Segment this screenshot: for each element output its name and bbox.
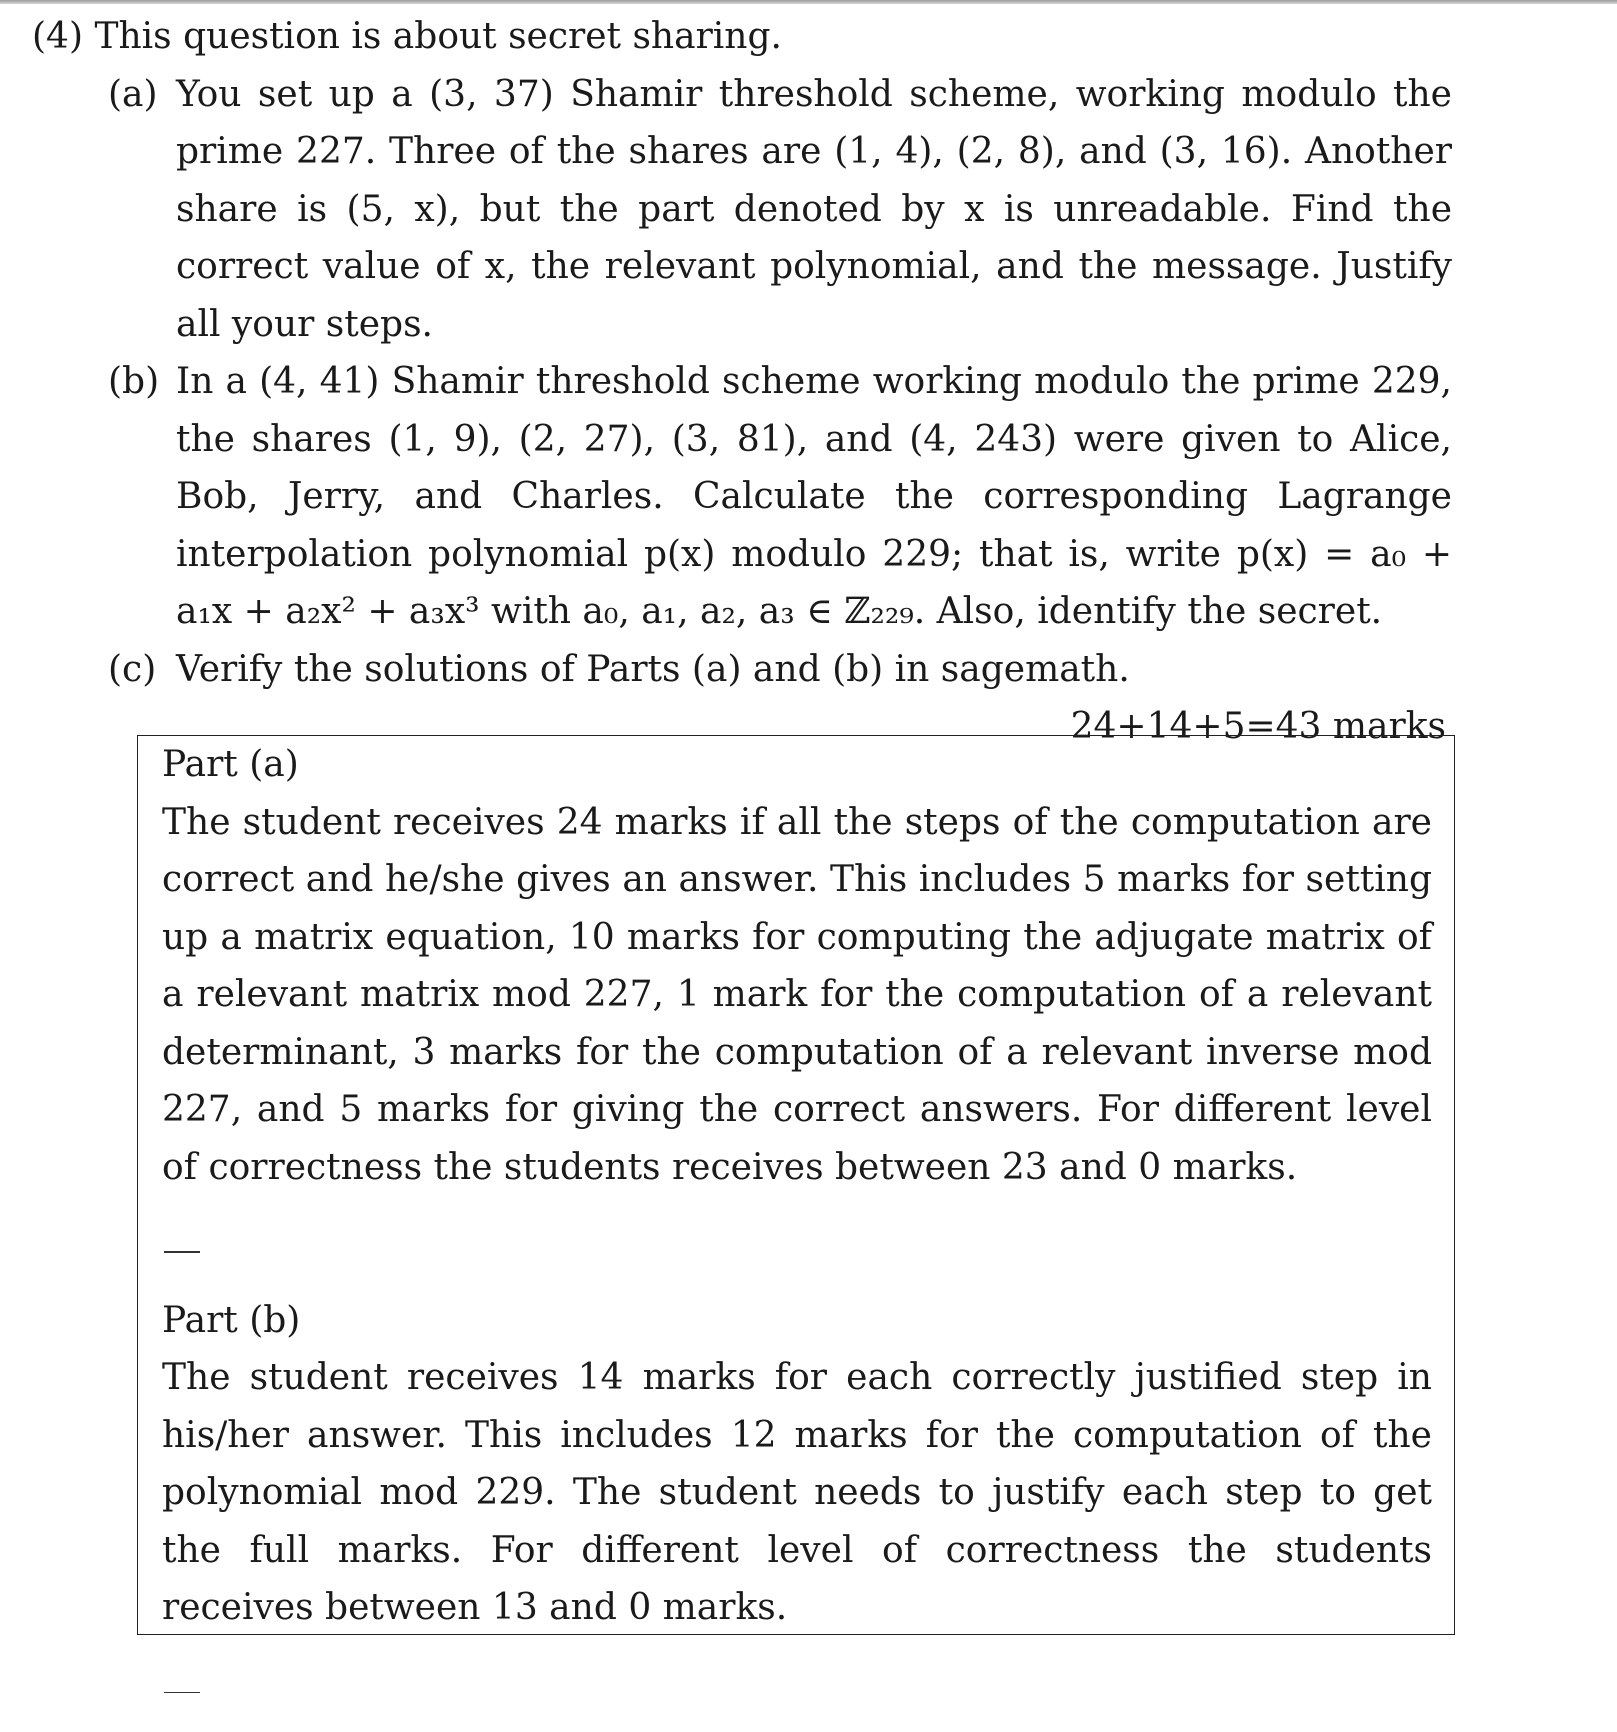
question-number: (4): [32, 16, 83, 57]
question-block: [32, 8, 1452, 756]
rubric-spacer-2: [162, 1637, 1432, 1675]
rubric-part-a-title: Part (a): [162, 736, 1432, 794]
question-part-a: [32, 66, 1452, 354]
marks-total: 24+14+5=43 marks: [32, 698, 1452, 756]
rubric-part-b-title: Part (b): [162, 1292, 1432, 1350]
question-parts: [32, 66, 1452, 699]
part-c-label: (c): [108, 641, 156, 699]
part-b-label: (b): [108, 353, 159, 411]
question-intro: This question is about secret sharing.: [94, 16, 782, 57]
rubric-spacer: [162, 1196, 1432, 1234]
question-part-c: [32, 641, 1452, 699]
rubric-divider: [162, 1234, 1432, 1292]
rubric-divider-2: [162, 1675, 1432, 1732]
divider-dash-2: [164, 1692, 200, 1694]
rubric-part-b-text: The student receives 14 marks for each correctly justified step in his/her answer. This includes 12 marks for the computation of the polynomial mod 229. The student needs to justify each step to get the full marks. For different level of correctness the students receives between 13 and 0 marks.: [162, 1349, 1432, 1637]
rubric-box: [137, 735, 1455, 1635]
rubric-part-a: [162, 736, 1432, 1196]
part-a-label: (a): [108, 66, 158, 124]
part-b-text: In a (4, 41) Shamir threshold scheme working modulo the prime 229, the shares (1, 9), (2, 27), (3, 81), and (4, 243) were given to Alice, Bob, Jerry, and Charles. Calculate the corresponding Lagrange interpolation polynomial p(x) modulo 229; that is, write p(x) = a₀ + a₁x + a₂x² + a₃x³ with a₀, a₁, a₂, a₃ ∈ ℤ₂₂₉. Also, identify the secret.: [176, 361, 1452, 632]
rubric-part-b: [162, 1292, 1432, 1637]
question-heading: [32, 8, 1452, 66]
question-part-b: [32, 353, 1452, 641]
divider-dash: [164, 1251, 200, 1253]
top-rule: [0, 0, 1617, 4]
part-a-text: You set up a (3, 37) Shamir threshold scheme, working modulo the prime 227. Three of the shares are (1, 4), (2, 8), and (3, 16). Another share is (5, x), but the part denoted by x is unreadable. Find the correct value of x, the relevant polynomial, and the message. Justify all your steps.: [176, 74, 1452, 345]
rubric-part-a-text: The student receives 24 marks if all the steps of the computation are correct and he/she gives an answer. This includes 5 marks for setting up a matrix equation, 10 marks for computing the adjugate matrix of a relevant matrix mod 227, 1 mark for the computation of a relevant determinant, 3 marks for the computation of a relevant inverse mod 227, and 5 marks for giving the correct answers. For different level of correctness the students receives between 23 and 0 marks.: [162, 794, 1432, 1197]
part-c-text: Verify the solutions of Parts (a) and (b) in sagemath.: [176, 649, 1130, 690]
